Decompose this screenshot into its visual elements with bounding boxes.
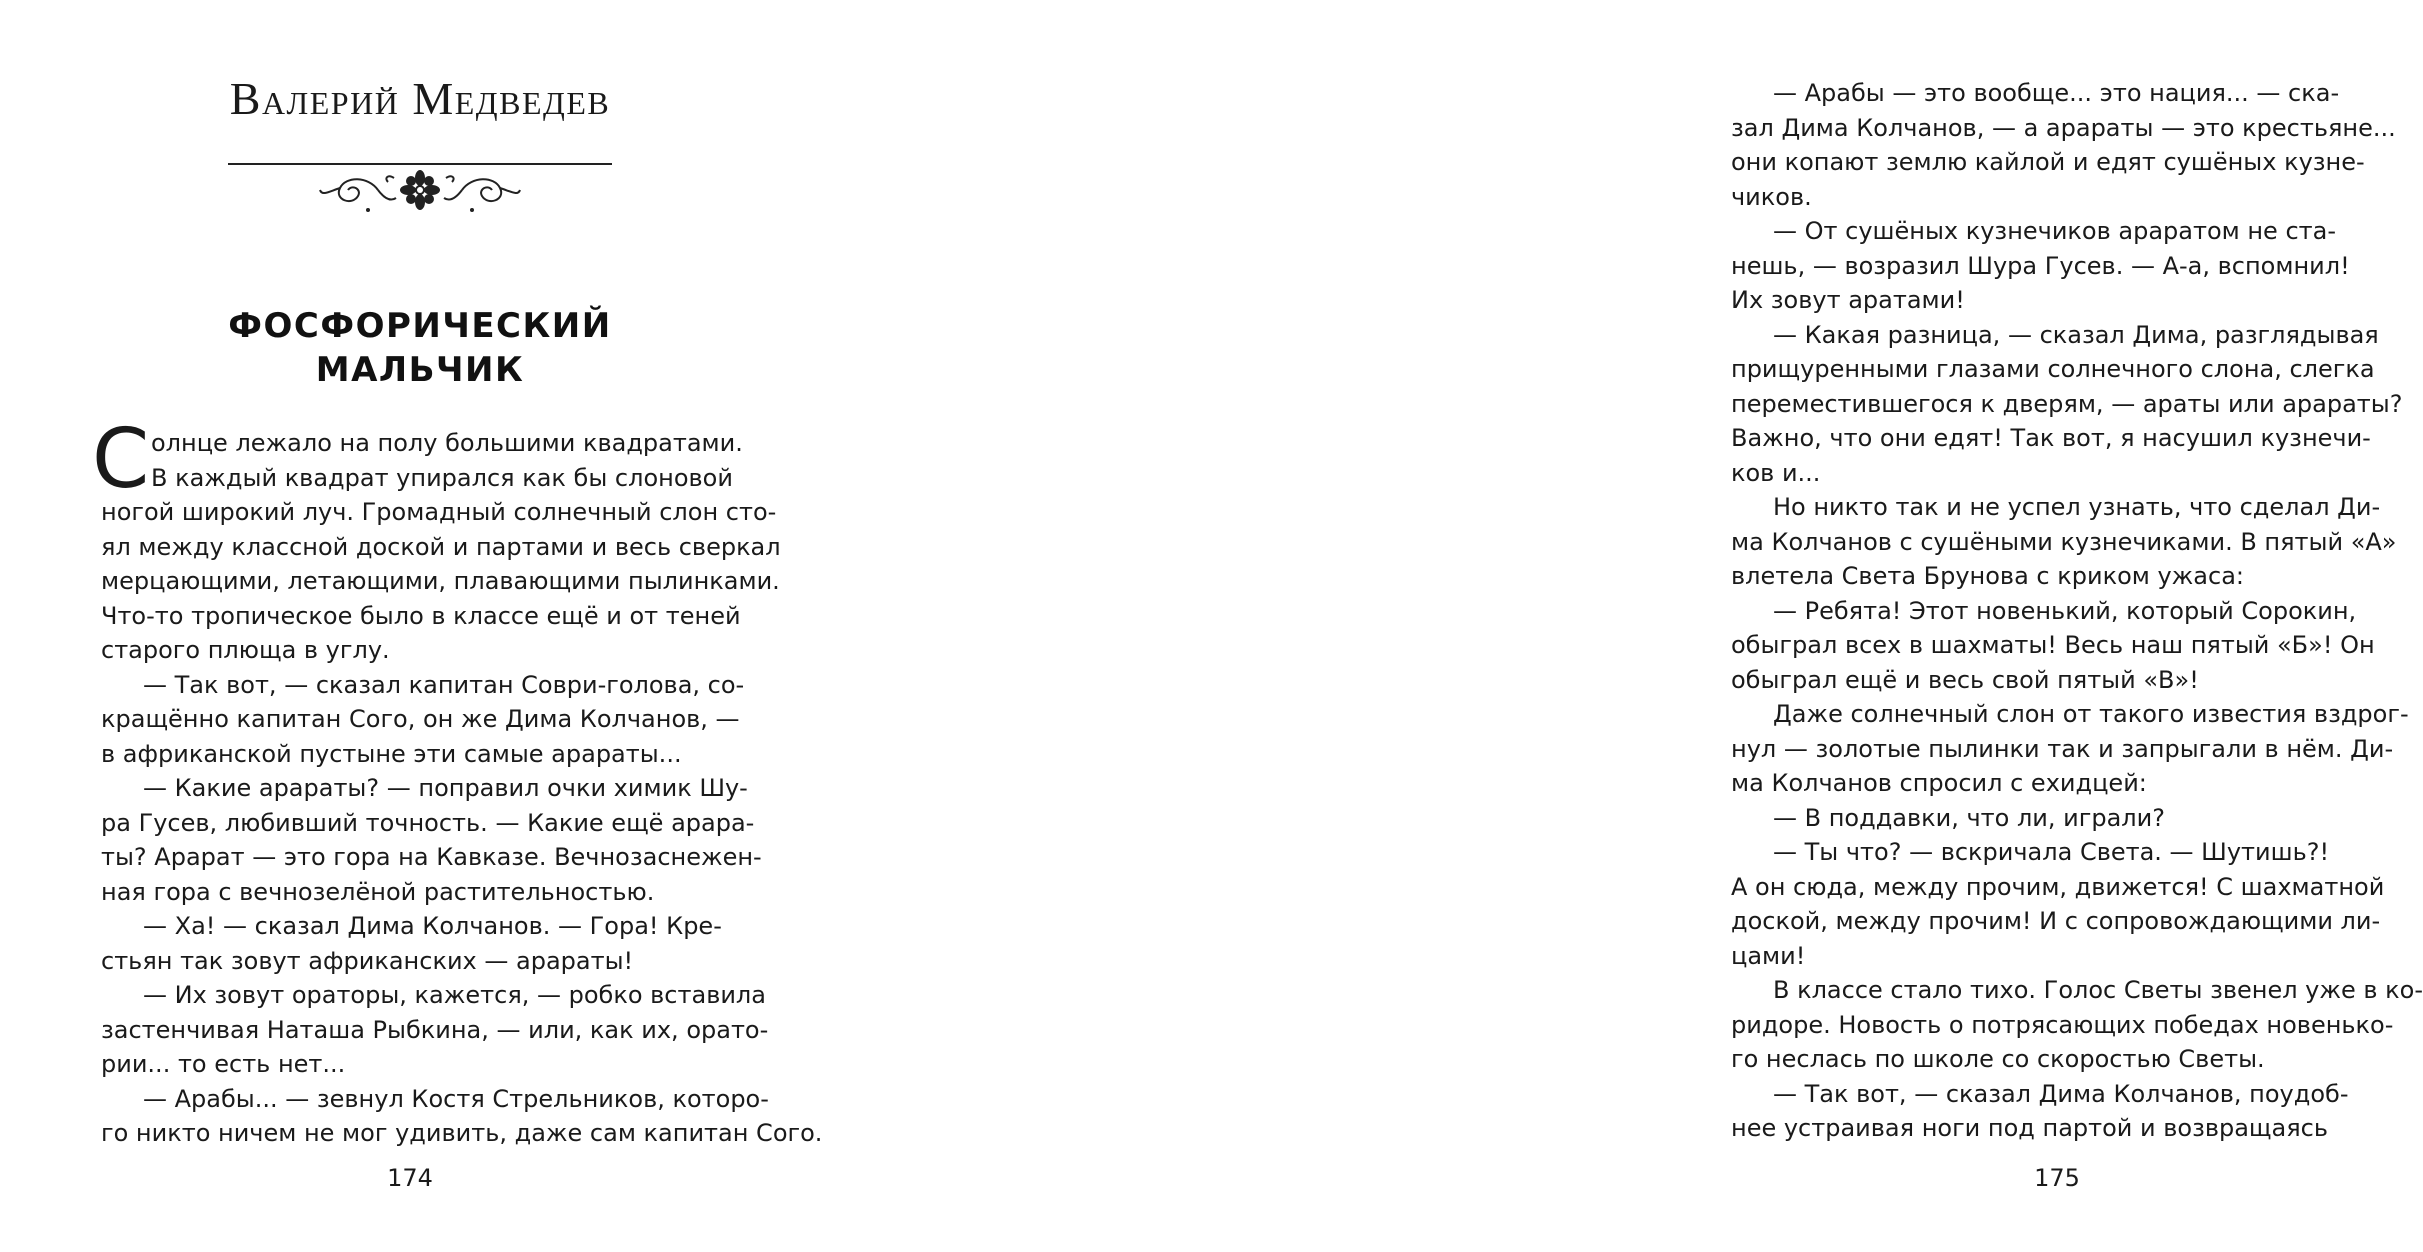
text-line: — От сушёных кузнечиков араратом не ста-: [1773, 217, 2336, 245]
text-line: ридоре. Новость о потрясающих победах новенько-: [1731, 1010, 2394, 1039]
text-line: застенчивая Наташа Рыбкина, — или, как их, орато-: [101, 1015, 769, 1044]
text-line: Что-то тропическое было в классе ещё и от теней: [101, 601, 741, 630]
text-line: доской, между прочим! И с сопровождающими ли-: [1731, 907, 2381, 935]
author-header: Валерий Медведев: [229, 73, 611, 124]
text-line: нешь, — возразил Шура Гусев. — А-а, вспомнил!: [1731, 251, 2350, 280]
text-line: В каждый квадрат упирался как бы слоновой: [151, 463, 733, 492]
text-line: Их зовут аратами!: [1731, 286, 1965, 314]
text-line: цами!: [1731, 941, 1806, 970]
text-line: ма Колчанов спросил с ехидцей:: [1731, 769, 2147, 797]
text-line: стьян так зовут африканских — арараты!: [101, 946, 634, 975]
text-line: обыграл всех в шахматы! Весь наш пятый «Б»! Он: [1731, 631, 2375, 659]
text-line: го никто ничем не мог удивить, даже сам капитан Сого.: [101, 1119, 823, 1147]
text-line: — Какие арараты? — поправил очки химик Шу-: [143, 774, 748, 802]
text-line: го неслась по школе со скоростью Светы.: [1731, 1045, 2265, 1073]
text-line: нул — золотые пылинки так и запрыгали в нём. Ди-: [1731, 734, 2394, 763]
chapter-title: [140, 304, 700, 392]
text-line: зал Дима Колчанов, — а арараты — это крестьяне...: [1731, 113, 2396, 142]
page-number-right: 175: [2034, 1164, 2080, 1192]
left-page: [0, 0, 823, 1252]
text-line: старого плюща в углу.: [101, 636, 390, 664]
text-line: А он сюда, между прочим, движется! С шахматной: [1731, 872, 2385, 901]
text-line: ков и...: [1731, 458, 1821, 487]
text-line: — Так вот, — сказал Дима Колчанов, поудоб-: [1773, 1079, 2349, 1108]
text-line: Но никто так и не успел узнать, что сделал Ди-: [1773, 493, 2381, 521]
text-line: чиков.: [1731, 182, 1812, 211]
text-line: ма Колчанов с сушёными кузнечиками. В пятый «А»: [1731, 527, 2397, 556]
text-line: кращённо капитан Сого, он же Дима Колчанов, —: [101, 705, 740, 733]
text-line: влетела Света Брунова с криком ужаса:: [1731, 562, 2244, 590]
text-line: нее устраивая ноги под партой и возвращаясь: [1731, 1114, 2329, 1142]
text-line: Важно, что они едят! Так вот, я насушил кузнечи-: [1731, 424, 2371, 452]
text-line: ная гора с вечнозелёной растительностью.: [101, 877, 655, 906]
right-page: [815, 0, 2423, 1252]
floral-divider-icon: [228, 162, 612, 218]
chapter-title-line-1: ФОСФОРИЧЕСКИЙ: [228, 306, 612, 346]
text-line: — Ха! — сказал Дима Колчанов. — Гора! Кре-: [143, 912, 722, 940]
text-line: — Так вот, — сказал капитан Соври-голова, со-: [143, 670, 745, 699]
text-line: в африканской пустыне эти самые арараты...: [101, 739, 682, 768]
text-line: ра Гусев, любивший точность. — Какие ещё арара-: [101, 808, 755, 837]
right-body-text: [1731, 76, 2423, 1146]
text-line: — Ты что? — вскричала Света. — Шутишь?!: [1773, 838, 2330, 866]
text-line: — Арабы — это вообще... это нация... — ска-: [1773, 79, 2340, 107]
text-line: Даже солнечный слон от такого известия вздрог-: [1773, 700, 2409, 728]
text-line: ял между классной доской и партами и весь сверкал: [101, 532, 781, 561]
text-line: прищуренными глазами солнечного слона, слегка: [1731, 355, 2375, 383]
text-line: В классе стало тихо. Голос Светы звенел уже в ко-: [1773, 976, 2423, 1004]
text-line: — Их зовут ораторы, кажется, — робко вставила: [143, 981, 766, 1009]
text-line: — Арабы... — зевнул Костя Стрельников, которо-: [143, 1084, 769, 1113]
text-line: обыграл ещё и весь свой пятый «В»!: [1731, 665, 2199, 694]
page-number-left: 174: [387, 1164, 433, 1192]
drop-cap: С: [92, 412, 150, 507]
text-line: — Ребята! Этот новенький, который Сорокин,: [1773, 596, 2357, 625]
left-body-text: [101, 426, 823, 1151]
text-line: олнце лежало на полу большими квадратами.: [151, 429, 743, 457]
chapter-title-line-2: МАЛЬЧИК: [315, 350, 525, 390]
text-line: они копают землю кайлой и едят сушёных кузне-: [1731, 148, 2365, 176]
text-line: рии... то есть нет...: [101, 1050, 346, 1078]
text-line: ногой широкий луч. Громадный солнечный слон сто-: [101, 498, 777, 526]
text-line: — В поддавки, что ли, играли?: [1773, 803, 2165, 832]
text-line: переместившегося к дверям, — араты или арараты?: [1731, 389, 2403, 418]
text-line: мерцающими, летающими, плавающими пылинками.: [101, 567, 780, 595]
text-line: ты? Арарат — это гора на Кавказе. Вечнозаснежен-: [101, 843, 762, 871]
text-line: — Какая разница, — сказал Дима, разглядывая: [1773, 320, 2379, 349]
